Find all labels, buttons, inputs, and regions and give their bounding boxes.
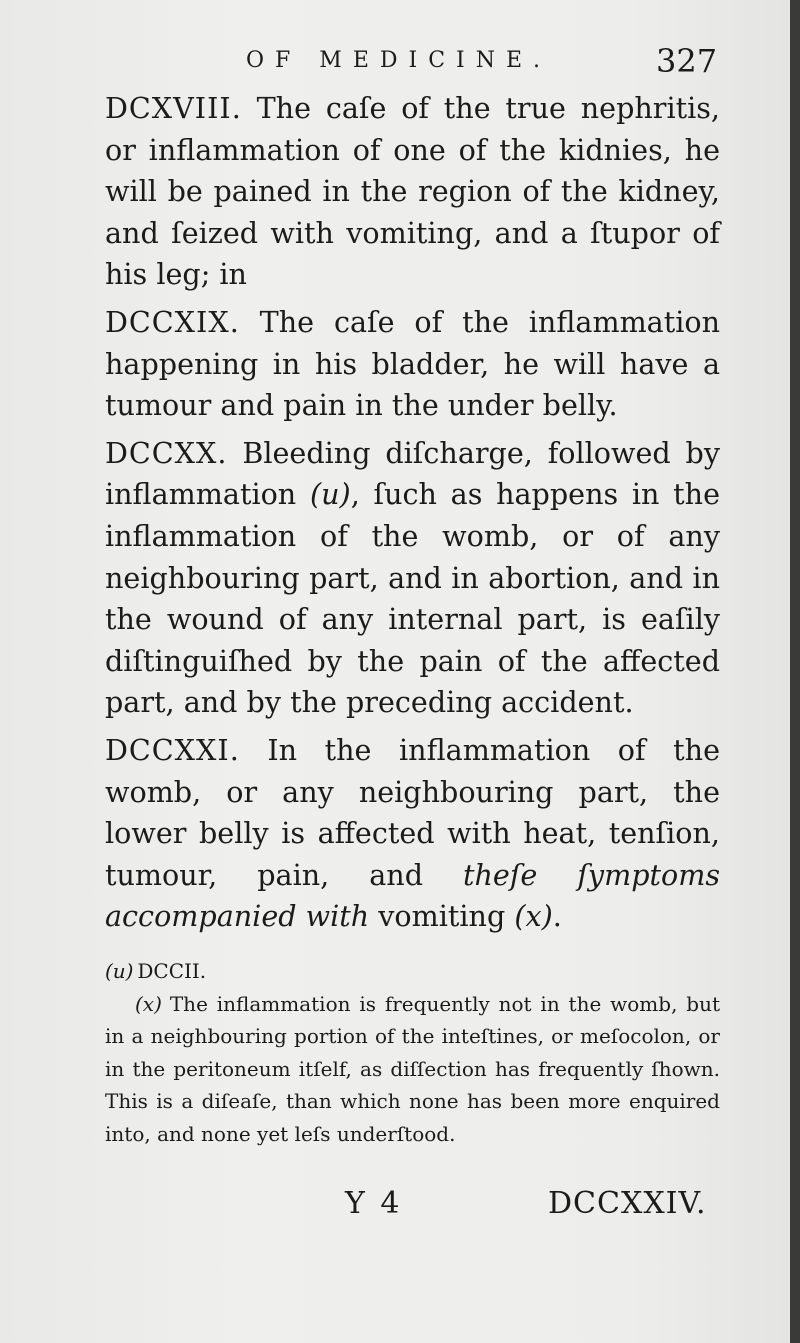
paragraph-text: The caſe of the inflammation happening in his bladder, he will have a tumour and pain in the under belly. <box>105 304 721 423</box>
section-number: DCCXX. <box>105 435 228 470</box>
paragraph-text: Bleeding diſcharge, followed by inflammation <box>105 435 721 512</box>
footnote <box>105 955 720 988</box>
footnote-text: The inflammation is frequently not in the womb, but in a neighbouring portion of the inteſtines, or meſocolon, or in the peritoneum itſelf, as diſſection has frequently ſhown. This is a diſeaſe, than which none has been more enquired into, and none yet leſs underſtood. <box>105 991 720 1146</box>
paragraph-text: vomiting <box>369 899 515 934</box>
footnote-mark: (u) <box>105 959 134 983</box>
footnote-reference: (u) <box>309 477 351 512</box>
italic-text: theſe ſymptoms accompanied with <box>105 857 720 934</box>
footnote-text: DCCII. <box>137 959 207 983</box>
paragraph <box>105 302 720 427</box>
page-footer <box>0 1186 790 1236</box>
section-number: DCXVIII. <box>105 91 242 125</box>
paragraph-text: , ſuch as happens in the inflammation of the womb, or of any neighbouring part, and in abortion, and in the wound of any internal part, is eaſily diſtinguiſhed by the pain of the affected part, and by the preceding accident. <box>105 477 721 720</box>
footnotes <box>105 955 720 1150</box>
paragraph-text: The caſe of the true nephritis, or inflammation of one of the kidnies, he will be pained in the region of the kidney, and ſeized with vomiting, and a ſtupor of his leg; in <box>105 91 721 292</box>
section-number: DCCXXI. <box>105 732 240 767</box>
catchword: DCCXXIV. <box>548 1186 707 1221</box>
paragraph <box>105 730 720 938</box>
page-number: 327 <box>656 42 718 80</box>
footnote <box>105 988 720 1151</box>
section-number: DCCXIX. <box>105 304 240 339</box>
main-text <box>105 88 720 938</box>
paragraph-text: . <box>552 899 562 934</box>
running-title: OF MEDICINE. <box>246 48 552 73</box>
paragraph <box>105 88 720 296</box>
paragraph-text: In the inflammation of the womb, or any neighbouring part, the lower belly is affected with heat, tenſion, tumour, pain, and <box>105 732 721 892</box>
footnote-mark: (x) <box>135 991 162 1016</box>
footnote-reference: (x) <box>514 899 553 934</box>
page-header <box>0 40 790 90</box>
paragraph <box>105 433 720 724</box>
signature-mark: Y 4 <box>345 1186 403 1221</box>
page-edge-shadow <box>790 0 800 1343</box>
